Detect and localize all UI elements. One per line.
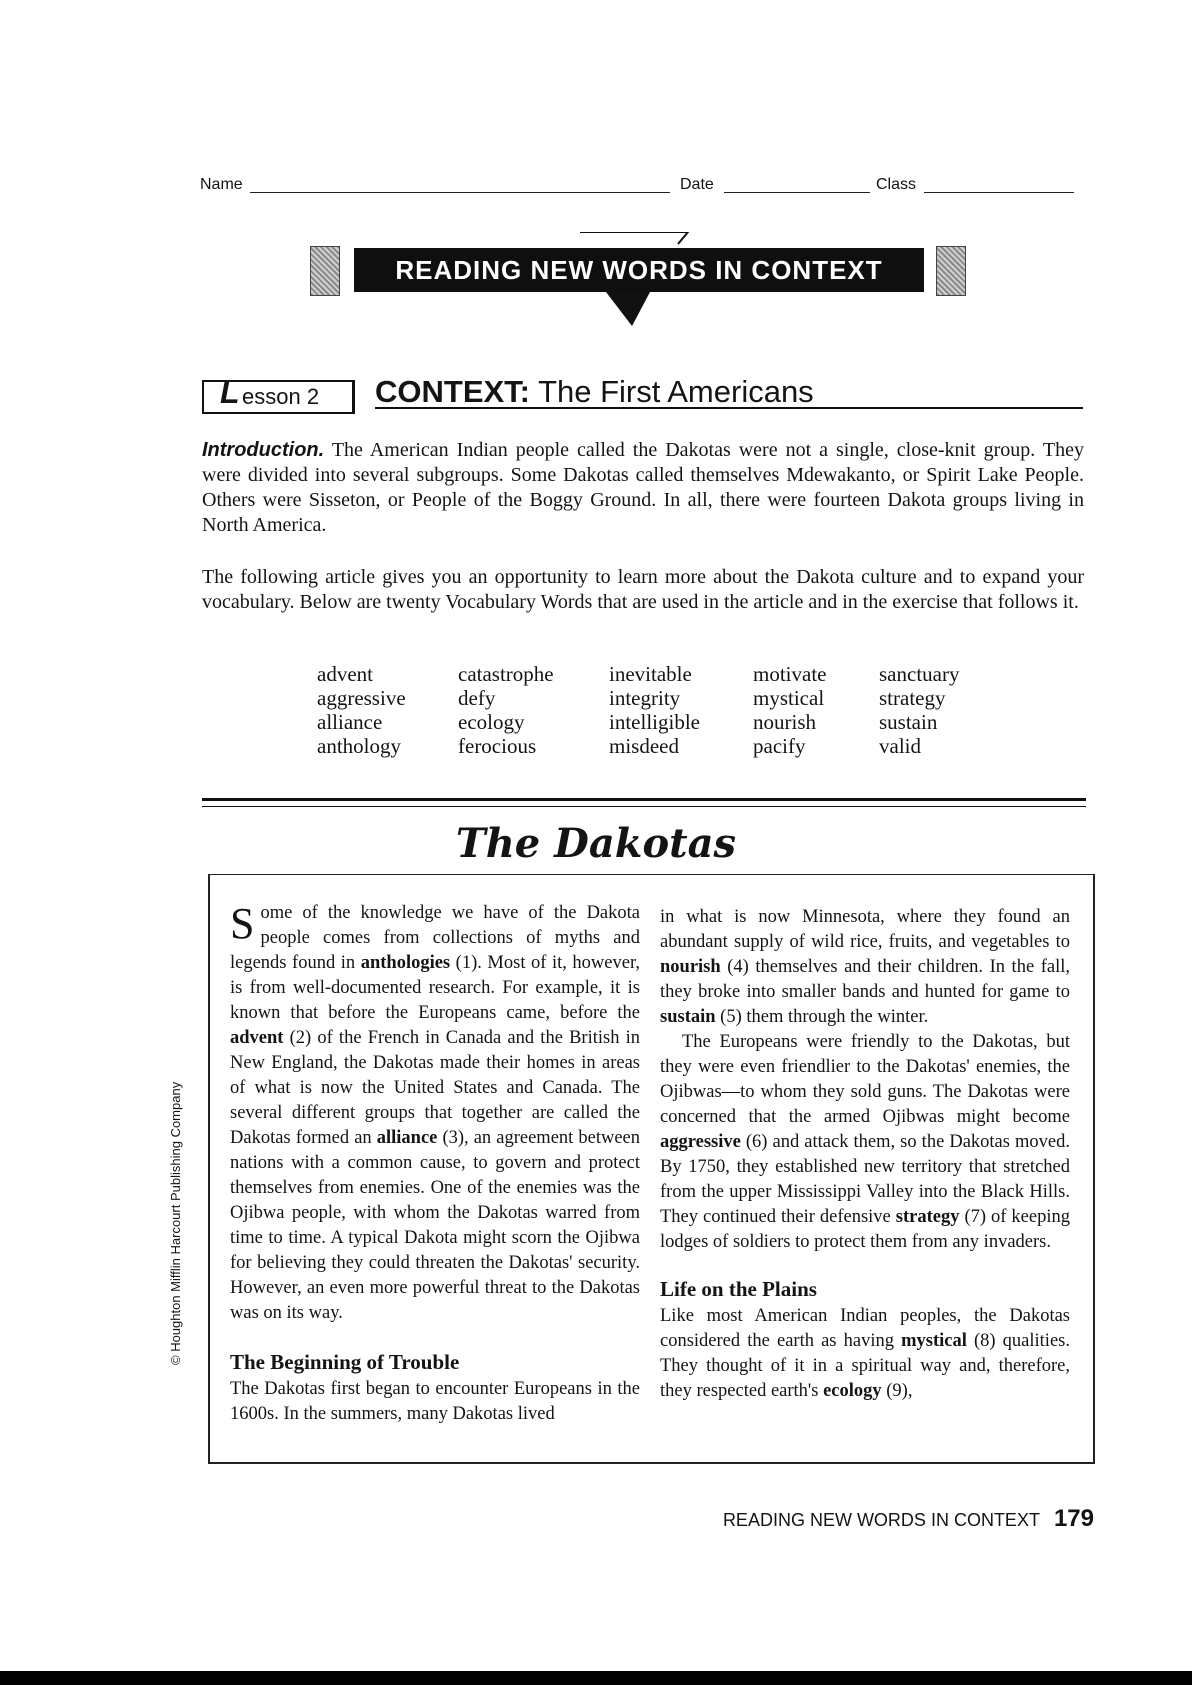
vocab-word: alliance (317, 710, 383, 734)
vocab-word: advent (317, 662, 373, 686)
vocab-term: mystical (901, 1331, 967, 1351)
page-bottom-bar (0, 1671, 1192, 1685)
footer-label: READING NEW WORDS IN CONTEXT (722, 1510, 1040, 1530)
article-left-column (230, 901, 640, 1427)
copyright-credit: © Houghton Mifflin Harcourt Publishing Company (168, 1081, 183, 1365)
banner-title: READING NEW WORDS IN CONTEXT (354, 248, 924, 292)
context-heading (375, 374, 814, 410)
vocab-word: strategy (879, 686, 946, 710)
intro-label: Introduction. (202, 439, 325, 461)
vocab-term: alliance (376, 1128, 438, 1148)
article-text: The Europeans were friendly to the Dakotas, but they were even friendlier to the Dakotas' enemies, the Ojibwas—to whom they sold guns. The Dakotas were concerned that the armed Ojibwas might become (660, 1032, 1070, 1127)
banner-arrow-icon (308, 232, 970, 326)
vocab-word: intelligible (609, 710, 700, 734)
vocab-term: sustain (660, 1007, 716, 1027)
section-banner (308, 232, 970, 326)
vocab-term: advent (230, 1028, 284, 1048)
name-date-class-row (200, 172, 1075, 196)
article-text: The Dakotas first began to encounter Europeans in the 1600s. In the summers, many Dakotas lived (230, 1379, 640, 1424)
article-text: Like most American Indian peoples, the Dakotas considered the earth as having (660, 1306, 1070, 1351)
vocabulary-list (317, 662, 997, 766)
vocab-word: aggressive (317, 686, 406, 710)
subheading: Life on the Plains (660, 1277, 817, 1301)
vocab-word: defy (458, 686, 496, 710)
article-text: (7) of keeping lodges of soldiers to protect them from any invaders. (660, 1207, 1070, 1252)
article-text: (5) them through the winter. (715, 1007, 929, 1027)
lesson-label-rest: esson 2 (242, 384, 320, 409)
lesson-initial: L (220, 374, 240, 410)
article-text: (8) qualities. They thought of it in a spiritual way and, therefore, they respected earth's (660, 1331, 1070, 1401)
article-title: The Dakotas (455, 820, 737, 867)
vocab-word: valid (879, 734, 921, 758)
vocab-word: inevitable (609, 662, 692, 686)
vocab-word: pacify (753, 734, 806, 758)
class-line (924, 192, 1074, 193)
date-label: Date (680, 176, 714, 193)
article-text: ome of the knowledge we have of the Dakota people comes from collections of myths and legends found in (230, 903, 640, 973)
class-label: Class (876, 176, 917, 193)
vocab-word: sanctuary (879, 662, 960, 686)
article-right-column (660, 905, 1070, 1404)
vocab-term: aggressive (660, 1132, 741, 1152)
name-line (250, 192, 670, 193)
vocab-word: integrity (609, 686, 681, 710)
vocab-word: sustain (879, 710, 938, 734)
date-line (724, 192, 870, 193)
intro-paragraph (202, 438, 1084, 538)
vocab-term: nourish (660, 957, 721, 977)
article-box (208, 874, 1095, 1464)
vocab-word: misdeed (609, 734, 679, 758)
vocab-word: anthology (317, 734, 401, 758)
lesson-label (202, 374, 355, 414)
vocab-word: ferocious (458, 734, 537, 758)
vocab-term: ecology (823, 1381, 882, 1401)
vocab-term: strategy (895, 1207, 960, 1227)
vocab-word: mystical (753, 686, 825, 710)
context-title: The First Americans (538, 374, 814, 409)
subheading: The Beginning of Trouble (230, 1350, 460, 1374)
article-text: (4) themselves and their children. In the fall, they broke into smaller bands and hunted for game to (660, 957, 1070, 1002)
vocab-word: ecology (458, 710, 525, 734)
context-label: CONTEXT: (375, 374, 530, 409)
article-text: in what is now Minnesota, where they found an abundant supply of wild rice, fruits, and vegetables to (660, 907, 1070, 952)
page-number: 179 (1053, 1505, 1094, 1532)
section-divider (202, 798, 1086, 801)
page-footer (723, 1505, 1094, 1533)
context-underline (375, 407, 1083, 409)
article-text: (2) of the French in Canada and the British in New England, the Dakotas made their homes in areas of what is now the United States and Canada. The several different groups that together are called the Dakotas formed an (230, 1028, 640, 1148)
vocab-word: motivate (753, 662, 827, 686)
article-text: (1). Most of it, however, is from well-documented research. For example, it is known that before the Europeans came, before the (230, 953, 640, 1023)
article-text: (3), an agreement between nations with a common cause, to govern and protect themselves from enemies. One of the enemies was the Ojibwa people, with whom the Dakotas warred from time to time. A typical Dakota might scorn the Ojibwa for believing they could threaten the Dakotas' security. However, an even more powerful threat to the Dakotas was on its way. (230, 1128, 640, 1323)
drop-cap: S (230, 899, 255, 948)
intro-paragraph-2: The following article gives you an opportunity to learn more about the Dakota culture and to expand your vocabulary. Below are twenty Vocabulary Words that are used in the article and in the exercise that follows it. (202, 566, 1084, 613)
vocab-word: nourish (753, 710, 816, 734)
section-divider-thin (202, 806, 1086, 807)
vocab-word: catastrophe (458, 662, 554, 686)
vocab-term: anthologies (360, 953, 451, 973)
name-label: Name (200, 176, 243, 193)
article-text: (9), (881, 1381, 913, 1401)
intro-text: The American Indian people called the Dakotas were not a single, close-knit group. They were divided into several subgroups. Some Dakotas called themselves Mdewakanto, or Spirit Lake People. Others were Sisseton, or People of the Boggy Ground. In all, there were fourteen Dakota groups living in North America. (202, 439, 1085, 536)
article-text: (6) and attack them, so the Dakotas moved. By 1750, they established new territory that stretched from the upper Mississippi Valley into the Black Hills. They continued their defensive (660, 1132, 1070, 1227)
